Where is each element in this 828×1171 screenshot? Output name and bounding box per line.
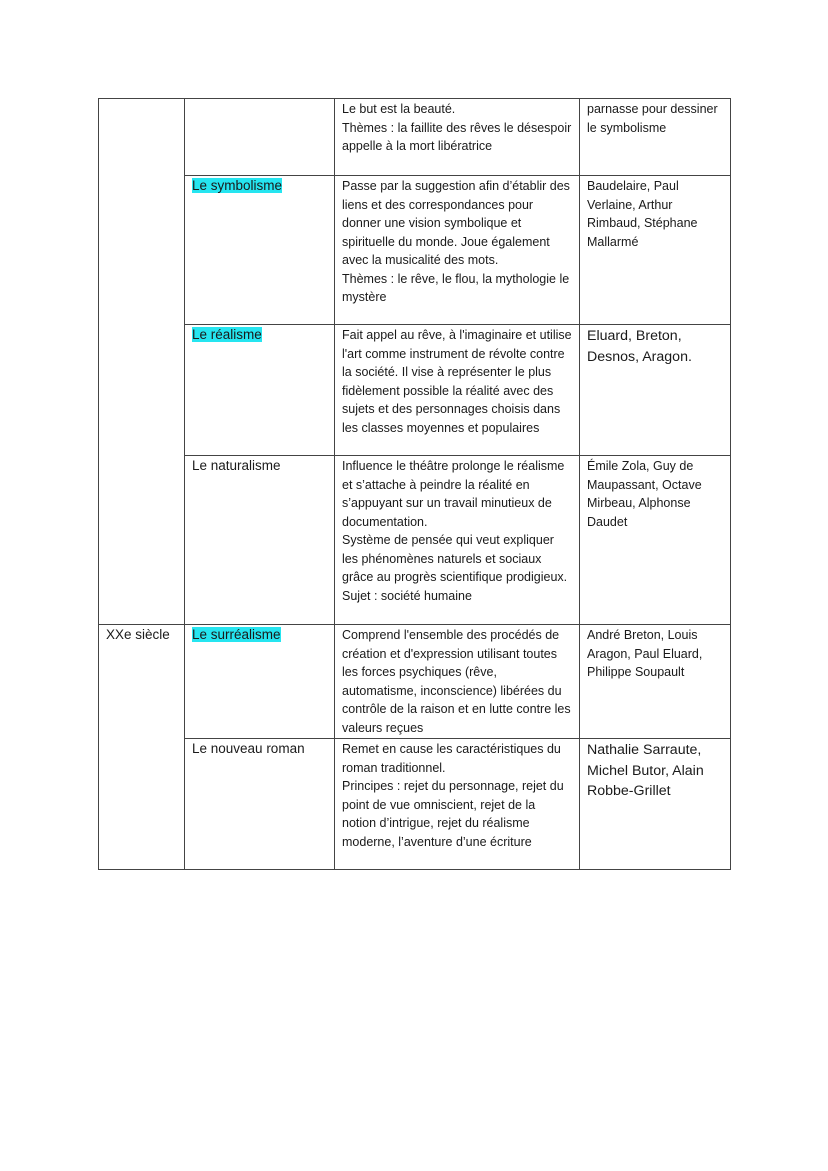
period-cell: XXe siècle bbox=[99, 625, 185, 870]
description-cell: Le but est la beauté. Thèmes : la faillite des rêves le désespoir appelle à la mort libératrice bbox=[335, 99, 580, 176]
description-cell: Comprend l'ensemble des procédés de création et d'expression utilisant toutes les forces psychiques (rêve, automatisme, inconscience) libérées du contrôle de la raison et en lutte contre les valeurs reçues bbox=[335, 625, 580, 739]
description-cell: Remet en cause les caractéristiques du roman traditionnel. Principes : rejet du personnage, rejet du point de vue omniscient, rejet de la notion d’intrigue, rejet du réalisme moderne, l’aventure d’une écriture bbox=[335, 739, 580, 870]
table-row bbox=[99, 325, 731, 456]
description-cell: Passe par la suggestion afin d’établir des liens et des correspondances pour donner une vision symbolique et spirituelle du monde. Joue également avec la musicalité des mots. Thèmes : le rêve, le flou, la mythologie le mystère bbox=[335, 176, 580, 325]
authors-cell: Baudelaire, Paul Verlaine, Arthur Rimbaud, Stéphane Mallarmé bbox=[580, 176, 731, 325]
movement-cell bbox=[185, 99, 335, 176]
movement-cell: Le nouveau roman bbox=[185, 739, 335, 870]
table-row bbox=[99, 625, 731, 739]
authors-cell: André Breton, Louis Aragon, Paul Eluard, Philippe Soupault bbox=[580, 625, 731, 739]
table-row bbox=[99, 456, 731, 625]
table-row bbox=[99, 176, 731, 325]
authors-cell: Eluard, Breton, Desnos, Aragon. bbox=[580, 325, 731, 456]
authors-cell: Nathalie Sarraute, Michel Butor, Alain Robbe-Grillet bbox=[580, 739, 731, 870]
movement-cell bbox=[185, 176, 335, 325]
movement-cell: Le naturalisme bbox=[185, 456, 335, 625]
authors-cell: Émile Zola, Guy de Maupassant, Octave Mirbeau, Alphonse Daudet bbox=[580, 456, 731, 625]
literary-movements-table bbox=[98, 98, 731, 870]
movement-cell bbox=[185, 325, 335, 456]
table-row bbox=[99, 99, 731, 176]
table-row bbox=[99, 739, 731, 870]
period-cell bbox=[99, 99, 185, 625]
movement-highlighted-label: Le surréalisme bbox=[192, 627, 281, 642]
movement-highlighted-label: Le réalisme bbox=[192, 327, 262, 342]
movement-highlighted-label: Le symbolisme bbox=[192, 178, 283, 193]
movement-cell bbox=[185, 625, 335, 739]
description-cell: Influence le théâtre prolonge le réalisme et s’attache à peindre la réalité en s’appuyant sur un travail minutieux de documentation. Système de pensée qui veut expliquer les phénomènes naturels et sociaux grâce au progrès scientifique prodigieux. Sujet : société humaine bbox=[335, 456, 580, 625]
description-cell: Fait appel au rêve, à l'imaginaire et utilise l'art comme instrument de révolte contre la société. Il vise à représenter le plus fidèlement possible la réalité avec des sujets et des personnages choisis dans les classes moyennes et populaires bbox=[335, 325, 580, 456]
authors-cell: parnasse pour dessiner le symbolisme bbox=[580, 99, 731, 176]
